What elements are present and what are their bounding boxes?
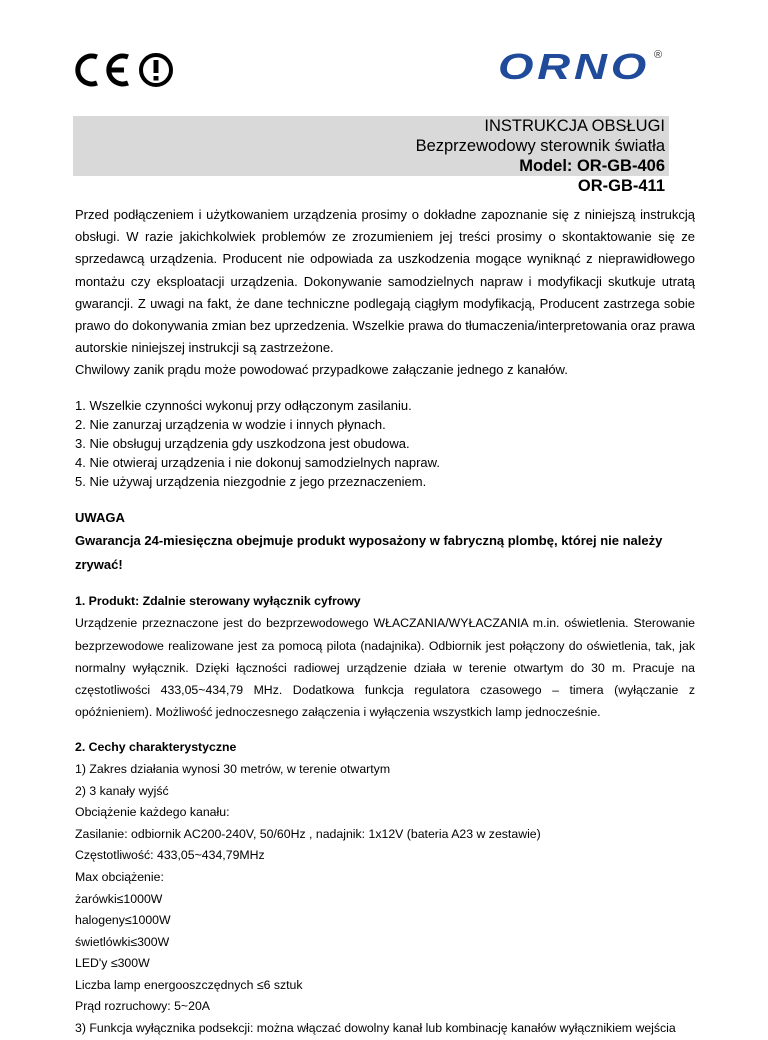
feature-item: 3) Funkcja wyłącznika podsekcji: można włączać dowolny kanał lub kombinację kanałów wyłącznikiem wejścia: [75, 1021, 676, 1036]
safety-item: 5. Nie używaj urządzenia niezgodnie z jego przeznaczeniem.: [75, 474, 427, 490]
document-body: [75, 204, 695, 1040]
model-label-2: OR-GB-411: [577, 177, 665, 195]
svg-text:®: ®: [654, 49, 663, 61]
feature-item: świetlówki≤300W: [75, 934, 170, 949]
model-label: Model: OR-GB-406: [73, 156, 669, 176]
document-header: [73, 116, 669, 196]
feature-item: Obciążenie każdego kanału:: [75, 805, 230, 820]
feature-item: Liczba lamp energooszczędnych ≤6 sztuk: [75, 977, 303, 992]
feature-item: Prąd rozruchowy: 5~20A: [75, 999, 210, 1014]
feature-item: 2) 3 kanały wyjść: [75, 783, 169, 798]
feature-item: Zasilanie: odbiornik AC200-240V, 50/60Hz , nadajnik: 1x12V (bateria A23 w zestawie): [75, 826, 541, 841]
feature-item: halogeny≤1000W: [75, 913, 171, 928]
safety-item: 3. Nie obsługuj urządzenia gdy uszkodzona jest obudowa.: [75, 436, 410, 452]
section2-title: 2. Cechy charakterystyczne: [75, 740, 237, 755]
svg-text:ORNO: ORNO: [498, 46, 650, 86]
document-title: INSTRUKCJA OBSŁUGI: [73, 116, 669, 136]
feature-item: 1) Zakres działania wynosi 30 metrów, w terenie otwartym: [75, 761, 391, 776]
alert-mark-icon: [138, 52, 174, 88]
safety-item: 2. Nie zanurzaj urządzenia w wodzie i innych płynach.: [75, 416, 386, 432]
section1-text: Urządzenie przeznaczone jest do bezprzewodowego WŁACZANIA/WYŁACZANIA m.in. oświetlenia. Sterowanie bezprzewodowe realizowane jest za pomocą pilota (nadajnika). Odbiornik jest połączony do oświetlenia, tak, jak normalny wyłącznik. Dzięki łączności radiowej urządzenie działa w terenie otwartym do 30 m. Pracuje na częstotliwości 433,05~434,79 MHz. Dodatkowa funkcja regulatora czasowego – timera (wyłączanie z opóźnieniem). Możliwość jednoczesnego załączenia i wyłączenia wszystkich lamp jednocześnie.: [75, 616, 695, 720]
warning-text: Gwarancja 24-miesięczna obejmuje produkt wyposażony w fabryczną plombę, której nie należy zrywać!: [75, 533, 663, 572]
intro-note: Chwilowy zanik prądu może powodować przypadkowe załączanie jednego z kanałów.: [75, 362, 568, 378]
ce-mark-icon: [70, 50, 134, 90]
warning-title: UWAGA: [75, 509, 125, 525]
safety-item: 4. Nie otwieraj urządzenia i nie dokonuj samodzielnych napraw.: [75, 455, 440, 471]
intro-paragraph: Przed podłączeniem i użytkowaniem urządzenia prosimy o dokładne zapoznanie się z niniejszą instrukcją obsługi. W razie jakichkolwiek problemów ze zrozumieniem jej treści prosimy o skontaktowanie się ze sprzedawcą urządzenia. Producent nie odpowiada za uszkodzenia mogące wyniknąć z nieprawidłowego montażu czy eksploatacji urządzenia. Dokonywanie samodzielnych napraw i modyfikacji skutkuje utratą gwarancji. Z uwagi na fakt, że dane techniczne podlegają ciągłym modyfikacją, Producent zastrzega sobie prawo do dokonywania zmian bez uprzedzenia. Wszelkie prawa do tłumaczenia/interpretowania oraz prawa autorskie niniejszej instrukcji są zastrzeżone.: [75, 207, 695, 356]
feature-item: Częstotliwość: 433,05~434,79MHz: [75, 848, 265, 863]
feature-item: żarówki≤1000W: [75, 891, 163, 906]
document-subtitle: Bezprzewodowy sterownik światła: [73, 136, 669, 156]
orno-logo: [494, 46, 666, 91]
section1-title: 1. Produkt: Zdalnie sterowany wyłącznik cyfrowy: [75, 594, 361, 609]
feature-item: Max obciążenie:: [75, 869, 164, 884]
feature-item: LED'y ≤300W: [75, 956, 150, 971]
certification-marks: [70, 50, 174, 90]
safety-item: 1. Wszelkie czynności wykonuj przy odłączonym zasilaniu.: [75, 397, 412, 413]
